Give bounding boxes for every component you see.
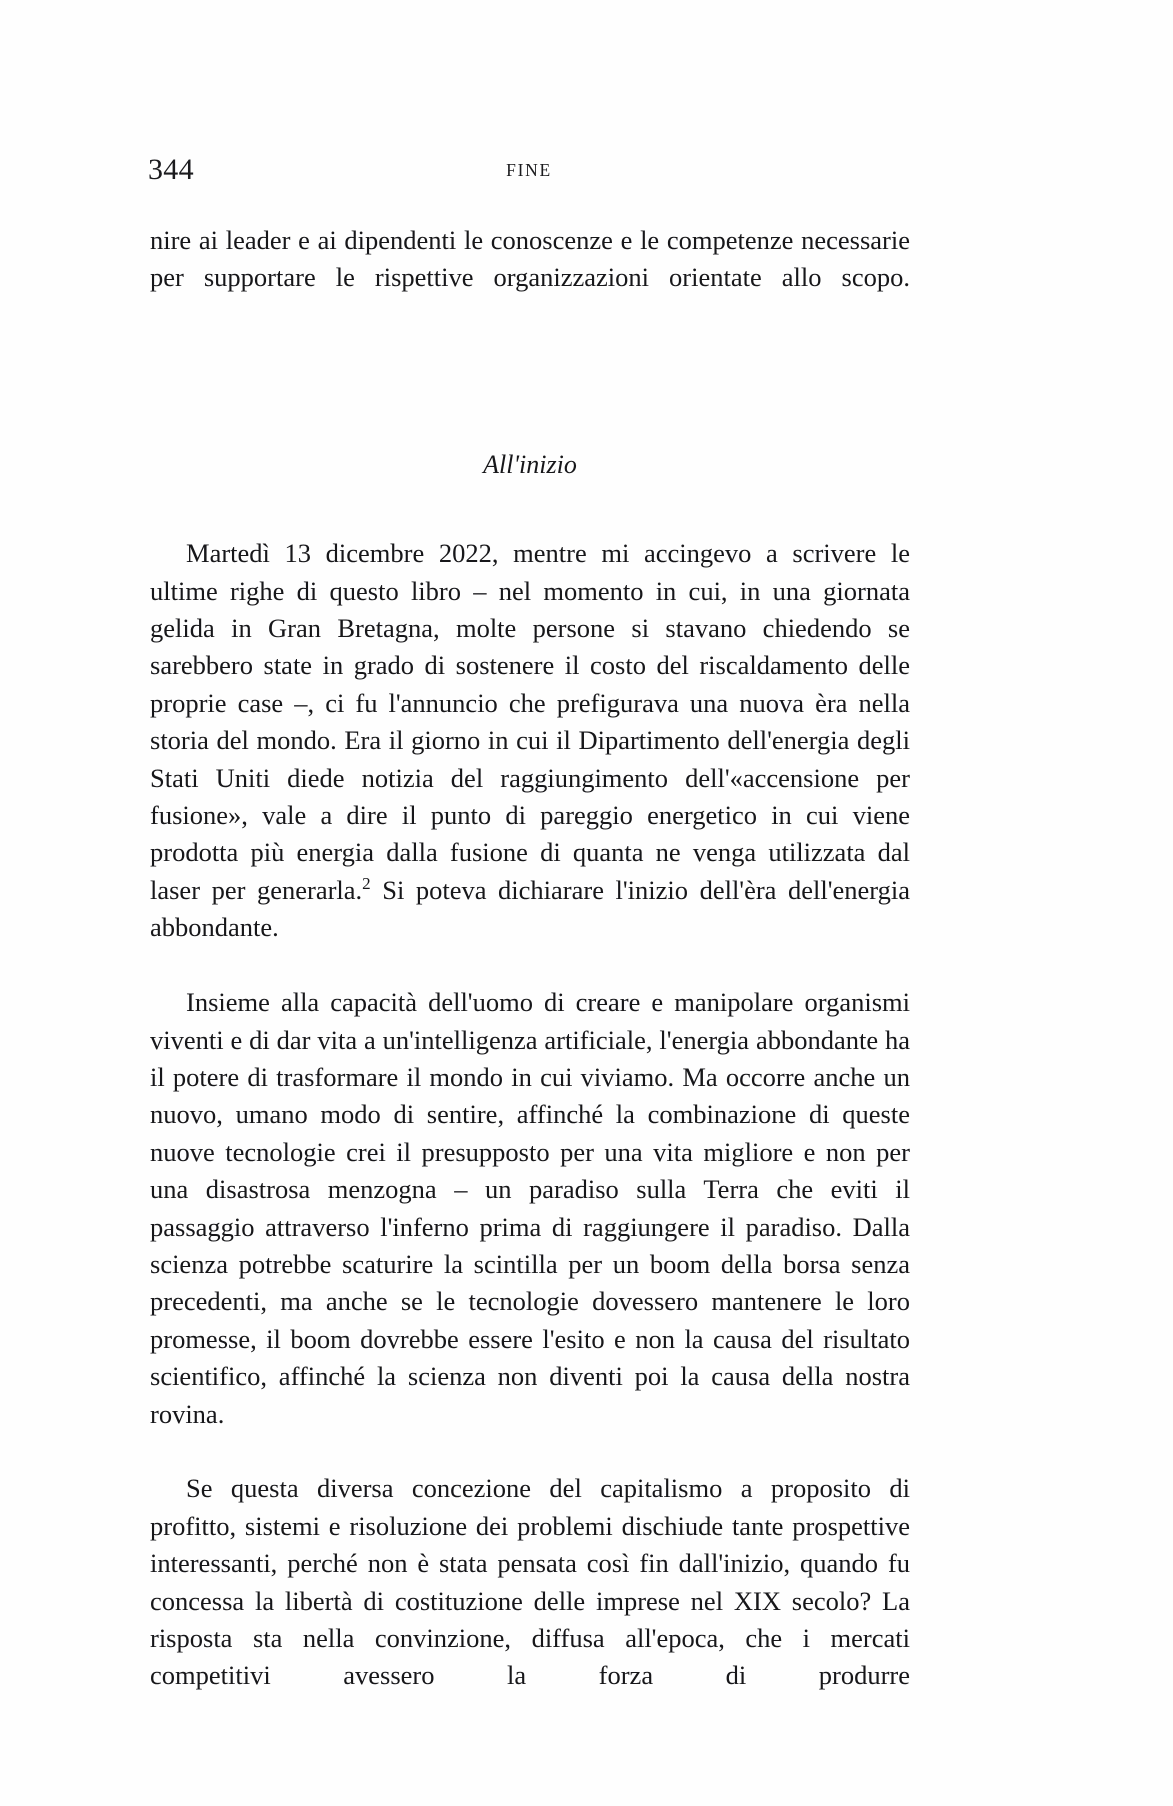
paragraph-2 xyxy=(150,535,910,984)
paragraph-2-text-before-note: Martedì 13 dicembre 2022, mentre mi accingevo a scrivere le ultime righe di questo libro – nel momento in cui, in una giornata gelida in Gran Bretagna, molte persone si stavano chiedendo se sarebbero state in grado di sostenere il costo del riscaldamento delle proprie case –, ci fu l'annuncio che prefigurava una nuova èra nella storia del mondo. Era il giorno in cui il Dipartimento dell'energia degli Stati Uniti diede notizia del raggiungimento dell'«accensione per fusione», vale a dire il punto di pareggio energetico in cui viene prodotta più energia dalla fusione di quanta ne venga utilizzata dal laser per generarla. xyxy=(150,538,910,905)
paragraph-continued: nire ai leader e ai dipendenti le conoscenze e le competenze necessarie per supportare le rispettive organizzazioni orientate allo scopo. xyxy=(150,225,910,293)
paragraph-2-text-after-note: Si poteva dichiarare l'inizio dell'èra dell'energia abbondante. xyxy=(150,874,910,943)
paragraph-3: Insieme alla capacità dell'uomo di creare e manipolare organismi viventi e di dar vita a un'intelligenza artificiale, l'energia abbondante ha il potere di trasformare il mondo in cui viviamo. Ma occorre anche un nuovo, umano modo di sentire, affinché la combinazione di queste nuove tecnologie crei il presupposto per una vita migliore e non per una disastrosa menzogna – un paradiso sulla Terra che eviti il passaggio attraverso l'inferno prima di raggiungere il paradiso. Dalla scienza potrebbe scaturire la scintilla per un boom della borsa senza precedenti, ma anche se le tecnologie dovessero mantenere le loro promesse, il boom dovrebbe essere l'esito e non la causa del risultato scientifico, affinché la scienza non diventi poi la causa della nostra rovina. xyxy=(150,987,910,1429)
spacer-before-heading xyxy=(150,334,910,446)
section-heading: All'inizio xyxy=(483,450,577,480)
paragraph-4: Se questa diversa concezione del capitalismo a proposito di profitto, sistemi e risoluzione dei problemi dischiude tante prospettive interessanti, perché non è stata pensata così fin dall'inizio, quando fu concessa la libertà di costituzione delle imprese nel XIX secolo? La risposta sta nella convinzione, diffusa all'epoca, che i mercati competitivi avessero la forza di produrre xyxy=(150,1473,910,1691)
page-number: 344 xyxy=(148,153,194,186)
running-head-title: FINE xyxy=(506,160,552,180)
spacer-after-heading xyxy=(150,483,910,535)
footnote-reference-2[interactable]: 2 xyxy=(362,874,371,894)
running-head xyxy=(148,150,910,190)
text-block xyxy=(150,222,910,1732)
